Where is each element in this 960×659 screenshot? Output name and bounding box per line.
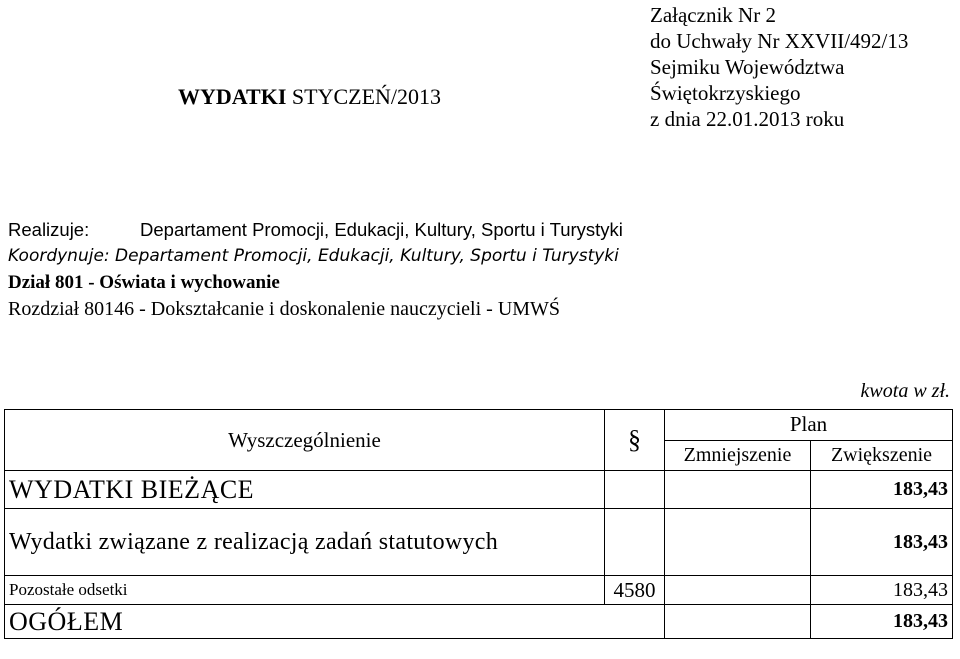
row-paragraph <box>605 471 665 509</box>
division-line: Dział 801 - Oświata i wychowanie <box>8 272 280 293</box>
table-row <box>5 509 953 576</box>
header-increase: Zwiększenie <box>811 440 953 471</box>
annex-line: Sejmiku Województwa <box>650 55 845 79</box>
document-title-period: STYCZEŃ/2013 <box>291 84 442 109</box>
total-decrease <box>665 605 811 639</box>
annex-line: Świętokrzyskiego <box>650 81 801 105</box>
row-decrease <box>665 509 811 576</box>
table-row <box>5 576 953 605</box>
annex-line: z dnia 22.01.2013 roku <box>650 107 845 131</box>
budget-table <box>4 409 953 639</box>
total-row <box>5 605 953 639</box>
row-paragraph: 4580 <box>605 576 665 605</box>
row-decrease <box>665 576 811 605</box>
row-paragraph <box>605 509 665 576</box>
header-paragraph: § <box>605 410 665 471</box>
implementer-label: Realizuje: <box>8 219 90 240</box>
header-plan: Plan <box>665 410 953 441</box>
row-description: WYDATKI BIEŻĄCE <box>5 471 605 509</box>
header-decrease: Zmniejszenie <box>665 440 811 471</box>
implementer-value: Departament Promocji, Edukacji, Kultury, Sportu i Turystyki <box>140 219 623 240</box>
annex-line: do Uchwały Nr XXVII/492/13 <box>650 29 909 53</box>
total-increase: 183,43 <box>811 605 953 639</box>
currency-unit-note: kwota w zł. <box>860 380 950 402</box>
row-description: Pozostałe odsetki <box>5 576 605 605</box>
row-increase: 183,43 <box>811 576 953 605</box>
row-increase: 183,43 <box>811 471 953 509</box>
row-decrease <box>665 471 811 509</box>
annex-note <box>650 2 908 132</box>
row-increase: 183,43 <box>811 509 953 576</box>
chapter-line: Rozdział 80146 - Dokształcanie i doskonalenie nauczycieli - UMWŚ <box>8 298 561 320</box>
table-row <box>5 471 953 509</box>
coordinator-line: Koordynuje: Departament Promocji, Edukacji, Kultury, Sportu i Turystyki <box>8 246 619 266</box>
annex-line: Załącznik Nr 2 <box>650 3 776 27</box>
implementer-line <box>8 219 623 241</box>
row-description: Wydatki związane z realizacją zadań statutowych <box>5 509 605 576</box>
total-label: OGÓŁEM <box>5 605 665 639</box>
document-title-bold: WYDATKI <box>178 84 287 109</box>
document-title <box>178 84 441 110</box>
header-description: Wyszczególnienie <box>5 410 605 471</box>
